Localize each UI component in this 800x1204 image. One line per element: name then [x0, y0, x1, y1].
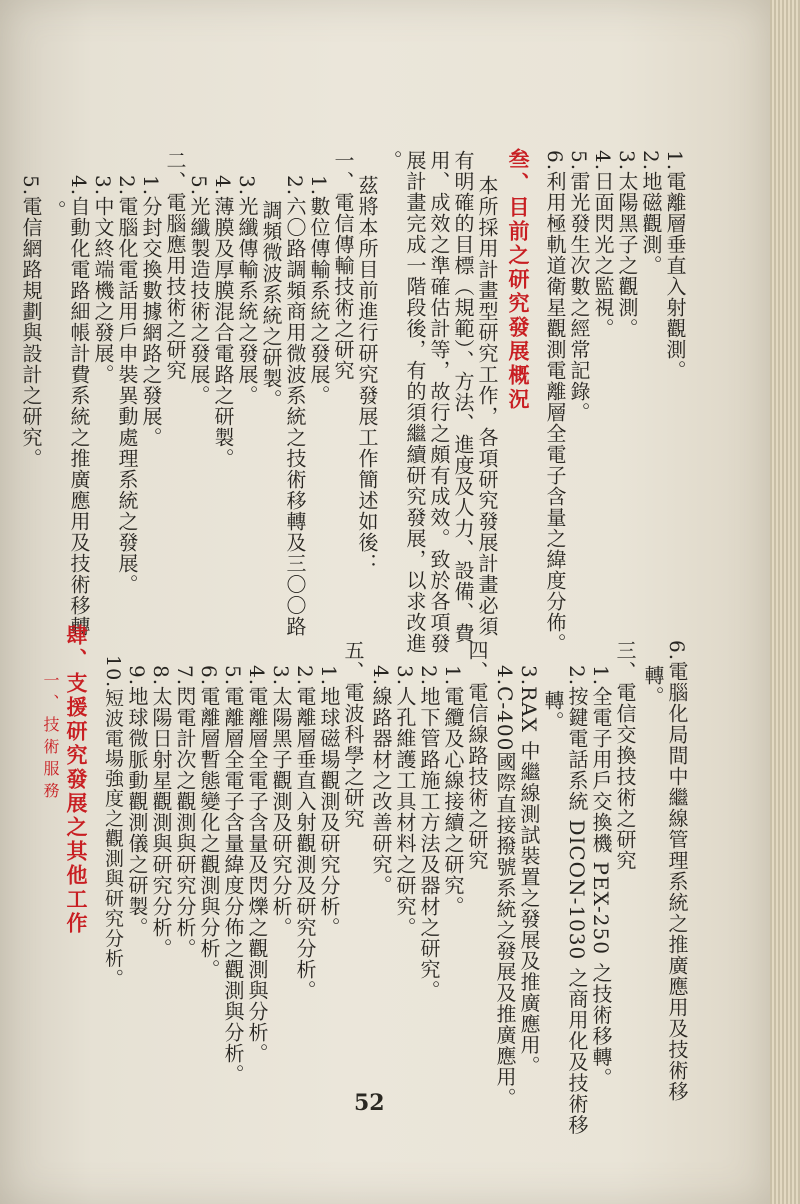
list-item: 轉。 — [641, 665, 665, 707]
subsection-heading: 五、電波科學之研究 — [341, 640, 365, 829]
subsection-heading: 一、技術服務 — [41, 672, 60, 804]
text-line: 本所採用計畫型研究工作，各項研究發展計畫必須 — [475, 175, 499, 637]
text-line: 。 — [379, 150, 403, 171]
list-item: 3.RAX 中繼線測試裝置之發展及推廣應用。 — [517, 665, 541, 1077]
page-edge — [770, 0, 800, 1204]
list-item: 4.電離層全電子含量及閃爍之觀測與分析。 — [245, 665, 269, 1065]
text-line: 有明確的目標（規範）、方法、進度及人力、設備、費 — [451, 150, 475, 644]
text-line: 4.日面閃光之監視。 — [591, 150, 615, 340]
list-item: 7.閃電計次之觀測與研究分析。 — [173, 665, 197, 960]
list-item: 4.C-400國際直接撥號系統之發展及推廣應用。 — [493, 665, 517, 1109]
list-item: 6.電離層暫態變化之觀測與分析。 — [197, 665, 221, 981]
list-item: 9.地球微脈動觀測儀之研製。 — [125, 665, 149, 939]
list-item: 1.全電子用戶交換機 PEX-250 之技術移轉。 — [589, 665, 613, 1089]
list-item: 8.太陽日射星觀測與研究分析。 — [149, 665, 173, 960]
list-item: 4.線路器材之改善研究。 — [369, 665, 393, 897]
list-item: 3.太陽黑子觀測及研究分析。 — [269, 665, 293, 939]
text-line: 3.太陽黑子之觀測。 — [615, 150, 639, 340]
text-line: 2.地磁觀測。 — [639, 150, 663, 277]
list-item: 3.中文終端機之發展。 — [91, 175, 115, 386]
list-item: 1.電纜及心線接續之研究。 — [441, 665, 465, 918]
section-heading: 肆、支援研究發展之其他工作 — [64, 624, 89, 936]
list-item: 5.電離層全電子含量緯度分佈之觀測與分析。 — [221, 665, 245, 1086]
list-item: 2.電離層垂直入射觀測及研究分析。 — [293, 665, 317, 1002]
list-item: 6.電腦化局間中繼線管理系統之推廣應用及技術移 — [665, 640, 689, 1103]
list-item: 。 — [43, 200, 67, 221]
list-item: 3.人孔維護工具材料之研究。 — [393, 665, 417, 939]
list-item: 2.六〇路調頻商用微波系統之技術移轉及三〇〇路 — [283, 175, 307, 638]
subsection-heading: 二、電腦應用技術之研究 — [163, 150, 187, 381]
list-item: 5.電信網路規劃與設計之研究。 — [19, 175, 43, 470]
list-item: 4.自動化電路細帳計費系統之推廣應用及技術移轉 — [67, 175, 91, 638]
list-item: 4.薄膜及厚膜混合電路之研製。 — [211, 175, 235, 470]
page-number: 52 — [354, 1090, 385, 1116]
subsection-heading: 四、電信線路技術之研究 — [465, 640, 489, 871]
text-line: 展計畫完成一階段後，有的須繼續研究發展，以求改進 — [403, 150, 427, 654]
list-item: 2.按鍵電話系統 DICON-1030 之商用化及技術移 — [565, 665, 589, 1136]
list-item: 調頻微波系統之研製。 — [259, 200, 283, 410]
subsection-heading: 一、電信傳輸技術之研究 — [331, 150, 355, 381]
text-line: 用、成效之準確估計等，故行之頗有成效。致於各項發 — [427, 150, 451, 654]
list-item: 3.光纖傳輸系統之發展。 — [235, 175, 259, 407]
list-item: 1.數位傳輸系統之發展。 — [307, 175, 331, 407]
list-item: 5.光纖製造技術之發展。 — [187, 175, 211, 407]
list-item: 2.地下管路施工方法及器材之研究。 — [417, 665, 441, 1002]
text-line: 茲將本所目前進行研究發展工作簡述如後： — [355, 175, 379, 574]
list-item: 1.地球磁場觀測及研究分析。 — [317, 665, 341, 939]
subsection-heading: 三、電信交換技術之研究 — [613, 640, 637, 871]
text-line: 6.利用極軌道衛星觀測電離層全電子含量之緯度分佈。 — [543, 150, 567, 655]
text-line: 1.電離層垂直入射觀測。 — [663, 150, 687, 382]
list-item: 2.電腦化電話用戶申裝異動處理系統之發展。 — [115, 175, 139, 596]
text-line: 5.雷光發生次數之經常記錄。 — [567, 150, 591, 424]
section-heading: 叁、目前之研究發展概況 — [506, 148, 531, 412]
list-item: 10.短波電場強度之觀測與研究分析。 — [102, 655, 124, 989]
list-item: 1.分封交換數據網路之發展。 — [139, 175, 163, 449]
list-item: 轉。 — [541, 690, 565, 732]
